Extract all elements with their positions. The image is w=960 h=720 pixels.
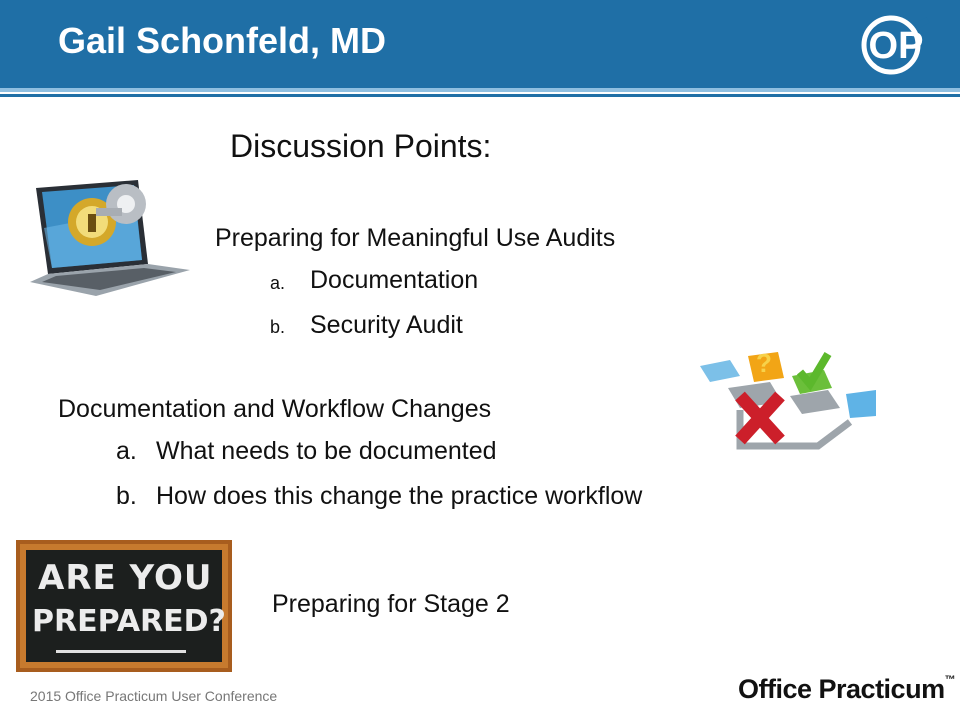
section-1-title: Preparing for Meaningful Use Audits (215, 224, 616, 252)
section-2-item-a-marker: a. (116, 437, 137, 465)
discussion-heading: Discussion Points: (230, 128, 492, 164)
question-mark-icon (748, 348, 784, 382)
footer-brand-text: Office Practicum (738, 674, 945, 704)
slide-title: Gail Schonfeld, MD (58, 20, 387, 61)
section-2-title: Documentation and Workflow Changes (58, 395, 492, 423)
op-logo-icon (858, 12, 942, 78)
chalkboard-line-2: PREPARED? (32, 604, 226, 639)
section-3-title: Preparing for Stage 2 (272, 590, 510, 618)
chalkboard-underline (56, 650, 186, 653)
section-2-item-b: How does this change the practice workflow (156, 482, 643, 510)
section-1-item-b-marker: b. (270, 317, 286, 337)
trademark-symbol: ™ (944, 674, 956, 686)
chalkboard-surface (26, 550, 226, 662)
section-1-item-a-marker: a. (270, 273, 286, 293)
section-2-item-b-marker: b. (116, 482, 137, 510)
chalkboard-line-1: ARE YOU (38, 558, 213, 598)
section-2-item-a: What needs to be documented (156, 437, 497, 465)
op-logo-text: OP (868, 25, 924, 67)
footer-brand-logo (738, 674, 955, 705)
section-1-item-a: Documentation (310, 266, 479, 294)
footer-conference: 2015 Office Practicum User Conference (30, 688, 278, 704)
workflow-diagram-image (700, 338, 876, 462)
svg-text:?: ? (756, 348, 772, 378)
section-1-item-b: Security Audit (310, 311, 463, 339)
laptop-lock-image (26, 178, 194, 300)
title-bar-accent-line (0, 88, 960, 92)
title-bar-accent-line-2 (0, 94, 960, 97)
chalkboard-image (16, 540, 232, 672)
checkmark-icon (792, 354, 832, 394)
